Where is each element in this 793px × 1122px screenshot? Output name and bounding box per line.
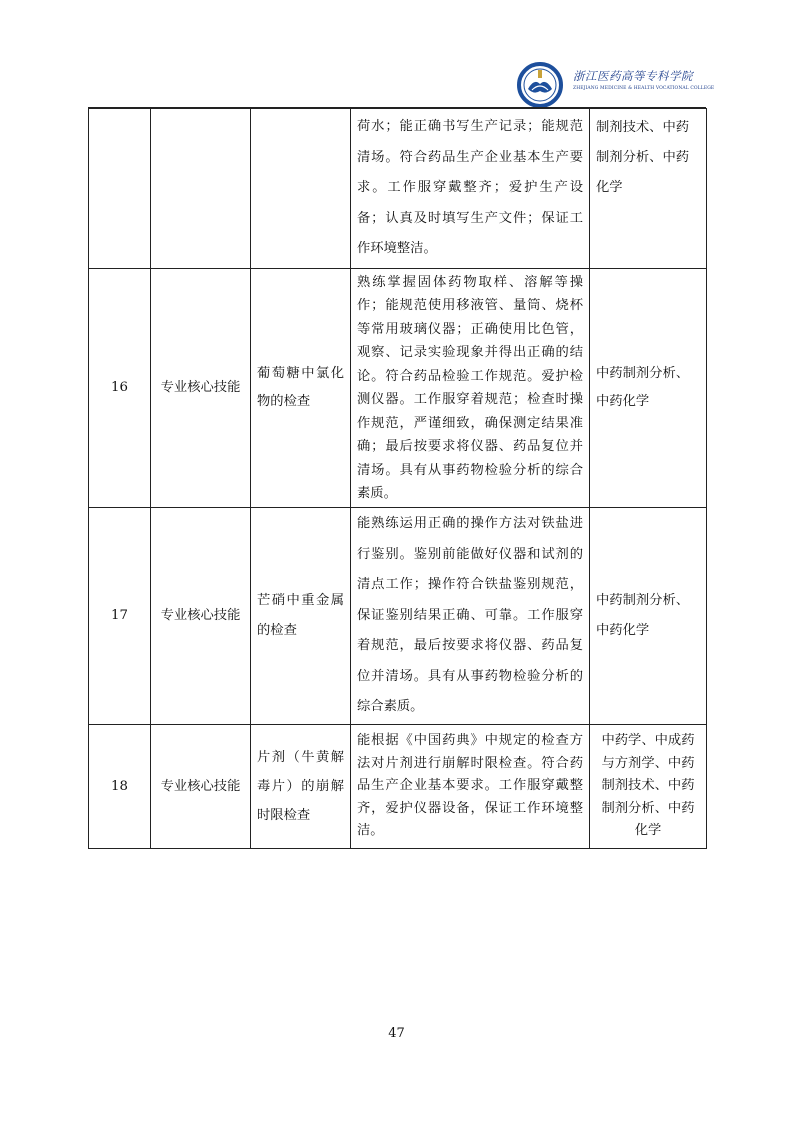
related-courses: 中药制剂分析、中药化学 — [590, 508, 707, 725]
row-number — [89, 109, 151, 269]
related-courses: 制剂技术、中药制剂分析、中药化学 — [590, 109, 707, 269]
skill-requirement: 荷水；能正确书写生产记录；能规范清场。符合药品生产企业基本生产要求。工作服穿戴整齐；爱护生产设备；认真及时填写生产文件；保证工作环境整洁。 — [351, 109, 590, 269]
skill-requirement: 能根据《中国药典》中规定的检查方法对片剂进行崩解时限检查。符合药品生产企业基本要求。工作服穿戴整齐，爱护仪器设备，保证工作环境整洁。 — [351, 725, 590, 849]
row-number: 16 — [89, 269, 151, 508]
project-name — [251, 109, 351, 269]
skill-requirement: 能熟练运用正确的操作方法对铁盐进行鉴别。鉴别前能做好仪器和试剂的清点工作；操作符合铁盐鉴别规范，保证鉴别结果正确、可靠。工作服穿着规范，最后按要求将仪器、药品复位并清场。具有从事药物检验分析的综合素质。 — [351, 508, 590, 725]
table-row — [89, 109, 707, 269]
skill-category — [151, 109, 251, 269]
skill-requirement: 熟练掌握固体药物取样、溶解等操作；能规范使用移液管、量筒、烧杯等常用玻璃仪器；正确使用比色管，观察、记录实验现象并得出正确的结论。符合药品检验工作规范。爱护检测仪器。工作服穿着规范；检查时操作规范，严谨细致，确保测定结果准确；最后按要求将仪器、药品复位并清场。具有从事药物检验分析的综合素质。 — [351, 269, 590, 508]
page-number: 47 — [388, 1026, 405, 1041]
school-name-cn: 浙江医药高等专科学院 — [573, 69, 693, 83]
table-row — [89, 725, 707, 849]
table-row — [89, 269, 707, 508]
school-emblem-icon — [512, 60, 568, 110]
project-name: 片剂（牛黄解毒片）的崩解时限检查 — [251, 725, 351, 849]
skill-category: 专业核心技能 — [151, 269, 251, 508]
skill-category: 专业核心技能 — [151, 508, 251, 725]
skill-category: 专业核心技能 — [151, 725, 251, 849]
table-row — [89, 508, 707, 725]
skills-table — [88, 108, 707, 849]
project-name: 芒硝中重金属的检查 — [251, 508, 351, 725]
school-name-en: ZHEJIANG MEDICINE & HEALTH VOCATIONAL COLLEGE — [573, 86, 715, 91]
related-courses: 中药制剂分析、中药化学 — [590, 269, 707, 508]
row-number: 18 — [89, 725, 151, 849]
school-name — [573, 68, 715, 91]
related-courses: 中药学、中成药与方剂学、中药制剂技术、中药制剂分析、中药化学 — [590, 725, 707, 849]
project-name: 葡萄糖中氯化物的检查 — [251, 269, 351, 508]
row-number: 17 — [89, 508, 151, 725]
